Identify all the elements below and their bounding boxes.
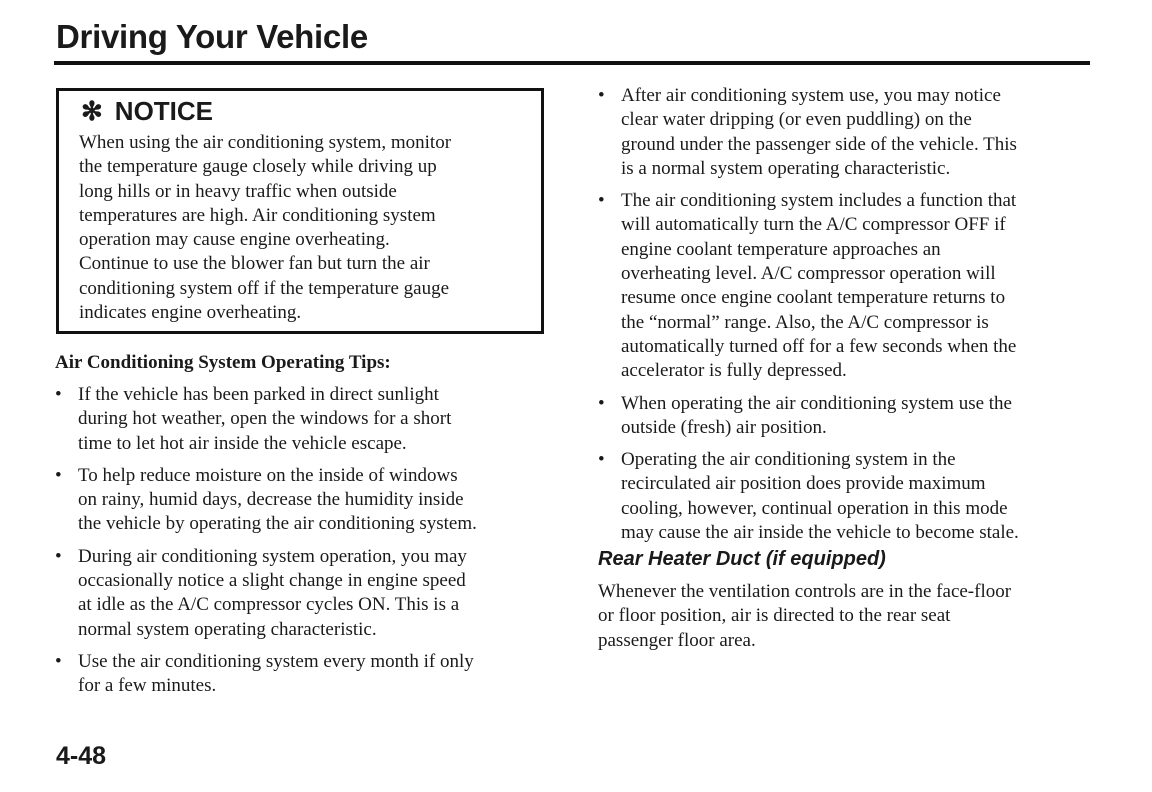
text-line: outside (fresh) air position. [621, 416, 827, 438]
text-line: or floor position, air is directed to the rear seat [598, 605, 951, 627]
notice-body [79, 131, 451, 325]
text-line: When using the air conditioning system, monitor [79, 132, 452, 153]
rear-heater-heading: Rear Heater Duct (if equipped) [598, 548, 886, 570]
text-line: The air conditioning system includes a function that [621, 190, 1017, 212]
text-line: during hot weather, open the windows for a short [78, 408, 452, 430]
tip-item [55, 650, 477, 699]
tip-item [55, 464, 477, 537]
bullet-icon: • [598, 190, 605, 212]
text-line: conditioning system off if the temperature gauge [79, 277, 450, 299]
notice-label: NOTICE [114, 96, 214, 126]
tip-item [598, 189, 1019, 383]
tip-item [598, 448, 1019, 545]
text-line: recirculated air position does provide maximum [621, 473, 986, 495]
text-line: When operating the air conditioning system use the [621, 392, 1012, 414]
notice-heading [81, 96, 213, 127]
title-rule [54, 61, 1090, 65]
bullet-icon: • [598, 85, 605, 106]
text-line: During air conditioning system operation, you may [78, 545, 467, 567]
text-line: operation may cause engine overheating. [79, 229, 390, 251]
text-line: overheating level. A/C compressor operation will [621, 263, 996, 285]
text-line: Whenever the ventilation controls are in the face-floor [598, 581, 1012, 602]
tips-heading: Air Conditioning System Operating Tips: [55, 352, 391, 373]
bullet-icon: • [55, 384, 62, 405]
text-line: will automatically turn the A/C compressor OFF if [621, 214, 1006, 236]
text-line: indicates engine overheating. [79, 302, 302, 324]
text-line: ground under the passenger side of the vehicle. This [621, 133, 1017, 155]
tips-list-left [55, 383, 477, 707]
text-line: clear water dripping (or even puddling) on the [621, 109, 972, 131]
text-line: automatically turned off for a few seconds when the [621, 335, 1017, 357]
text-line: on rainy, humid days, decrease the humidity inside [78, 489, 464, 511]
text-line: the vehicle by operating the air conditioning system. [78, 513, 477, 535]
text-line: engine coolant temperature approaches an [621, 238, 941, 260]
text-line: long hills or in heavy traffic when outside [79, 180, 397, 202]
tip-item [598, 84, 1019, 181]
text-line: Use the air conditioning system every month if only [78, 650, 474, 672]
text-line: the temperature gauge closely while driving up [79, 156, 437, 178]
bullet-icon: • [55, 464, 62, 486]
text-line: may cause the air inside the vehicle to become stale. [621, 522, 1019, 544]
bullet-icon: • [598, 449, 605, 471]
rear-heater-body [598, 580, 1011, 653]
text-line: passenger floor area. [598, 629, 756, 651]
tip-item [598, 392, 1019, 441]
text-line: Operating the air conditioning system in the [621, 449, 956, 471]
text-line: Continue to use the blower fan but turn the air [79, 253, 430, 275]
text-line: the “normal” range. Also, the A/C compressor is [621, 311, 989, 333]
bullet-icon: • [55, 650, 62, 672]
bullet-icon: • [55, 545, 62, 567]
text-line: To help reduce moisture on the inside of windows [78, 464, 458, 486]
text-line: for a few minutes. [78, 675, 217, 697]
text-line: temperatures are high. Air conditioning system [79, 204, 436, 226]
text-line: accelerator is fully depressed. [621, 360, 847, 382]
page-title: Driving Your Vehicle [56, 18, 368, 55]
text-line: is a normal system operating characteristic. [621, 157, 951, 179]
asterisk-icon: ✻ [81, 96, 103, 126]
page-number: 4-48 [56, 742, 107, 770]
text-line: time to let hot air inside the vehicle escape. [78, 432, 407, 454]
notice-box [56, 88, 544, 334]
text-line: If the vehicle has been parked in direct sunlight [78, 384, 439, 405]
tip-item [55, 383, 477, 456]
text-line: cooling, however, continual operation in this mode [621, 497, 1008, 519]
tips-list-right [598, 84, 1019, 553]
text-line: normal system operating characteristic. [78, 618, 377, 640]
text-line: occasionally notice a slight change in engine speed [78, 570, 466, 592]
text-line: After air conditioning system use, you may notice [621, 85, 1001, 106]
text-line: resume once engine coolant temperature returns to [621, 287, 1006, 309]
text-line: at idle as the A/C compressor cycles ON. This is a [78, 594, 460, 616]
bullet-icon: • [598, 392, 605, 414]
tip-item [55, 545, 477, 642]
